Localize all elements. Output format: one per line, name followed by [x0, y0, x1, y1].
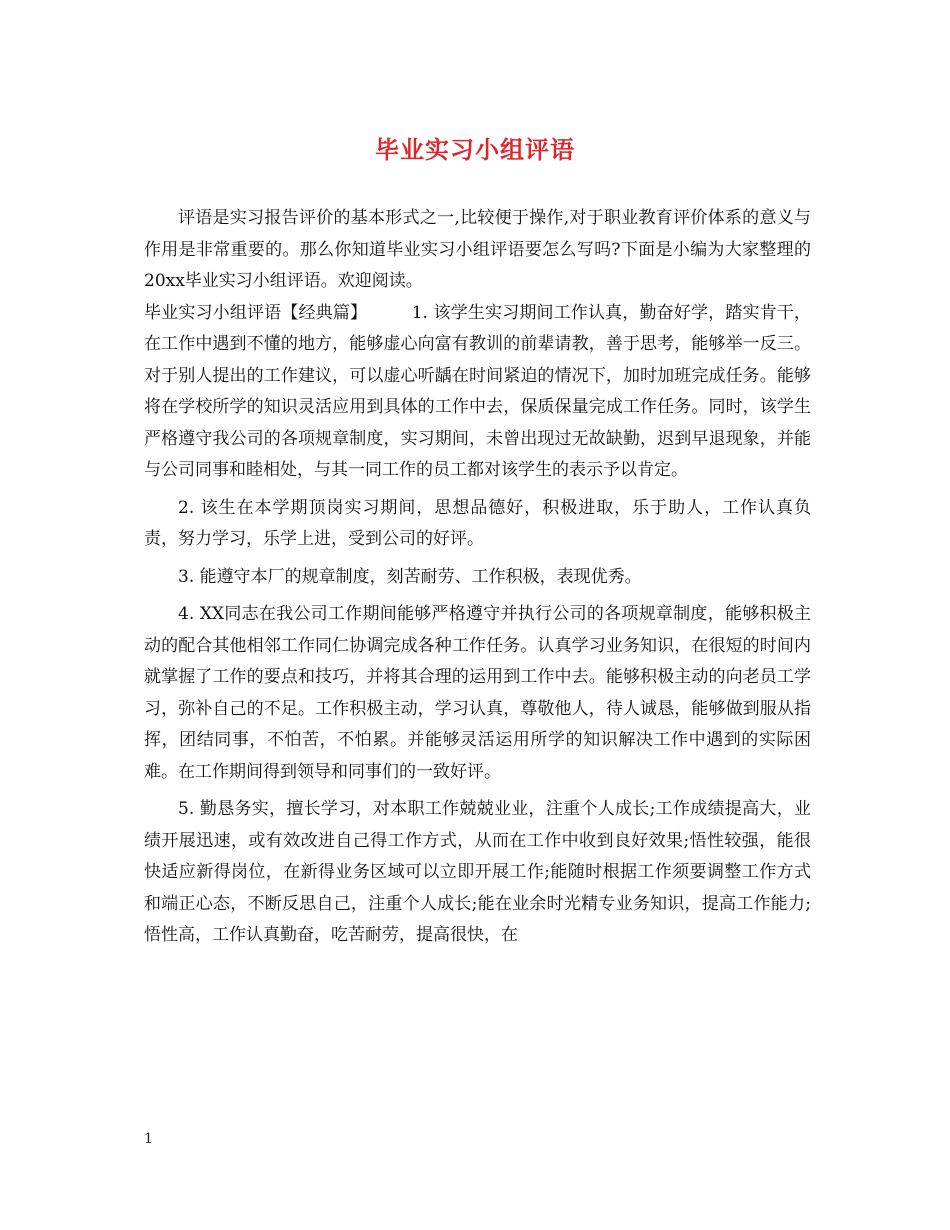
list-item: 1. 该学生实习期间工作认真，勤奋好学，踏实肯干，在工作中遇到不懂的地方，能够虚心向富有教训的前辈请教，善于思考，能够举一反三。对于别人提出的工作建议，可以虚心听龋在时间紧迫的情况下，加时加班完成任务。能够将在学校所学的知识灵活应用到具体的工作中去，保质保量完成工作任务。同时，该学生严格遵守我公司的各项规章制度，实习期间，未曾出现过无故缺勤，迟到早退现象，并能与公司同事和睦相处，与其一同工作的员工都对该学生的表示予以肯定。 [144, 302, 812, 480]
section-first-paragraph [144, 298, 811, 487]
intro-paragraph: 评语是实习报告评价的基本形式之一,比较便于操作,对于职业教育评价体系的意义与作用是非常重要的。那么你知道毕业实习小组评语要怎么写吗?下面是小编为大家整理的20xx毕业实习小组评语。欢迎阅读。 [144, 208, 811, 291]
list-item: 5. 勤恳务实，擅长学习，对本职工作兢兢业业，注重个人成长;工作成绩提高大，业绩开展迅速，或有效改进自己得工作方式，从而在工作中收到良好效果;悟性较强，能很快适应新得岗位，在新得业务区域可以立即开展工作;能随时根据工作须要调整工作方式和端正心态，不断反思自己，注重个人成长;能在业余时光精专业务知识，提高工作能力;悟性高，工作认真勤奋，吃苦耐劳，提高很快，在 [144, 799, 811, 945]
page-number: 1 [144, 1131, 153, 1147]
document-title: 毕业实习小组评语 [375, 135, 575, 164]
list-item: 3. 能遵守本厂的规章制度，刻苦耐劳、工作积极，表现优秀。 [178, 566, 642, 587]
list-item: 4. XX同志在我公司工作期间能够严格遵守并执行公司的各项规章制度，能够积极主动的配合其他相邻工作同仁协调完成各种工作任务。认真学习业务知识，在很短的时间内就掌握了工作的要点和技巧，并将其合理的运用到工作中去。能够积极主动的向老员工学习，弥补自己的不足。工作积极主动，学习认真，尊敬他人，待人诚恳，能够做到服从指挥，团结同事，不怕苦，不怕累。并能够灵活运用所学的知识解决工作中遇到的实际困难。在工作期间得到领导和同事们的一致好评。 [144, 604, 811, 782]
document-body [144, 203, 811, 952]
section-heading: 毕业实习小组评语【经典篇】 [144, 302, 368, 323]
item-1-spacer [367, 303, 412, 323]
list-item: 2. 该生在本学期顶岗实习期间，思想品德好，积极进取，乐于助人，工作认真负责，努力学习，乐学上进，受到公司的好评。 [144, 497, 811, 549]
